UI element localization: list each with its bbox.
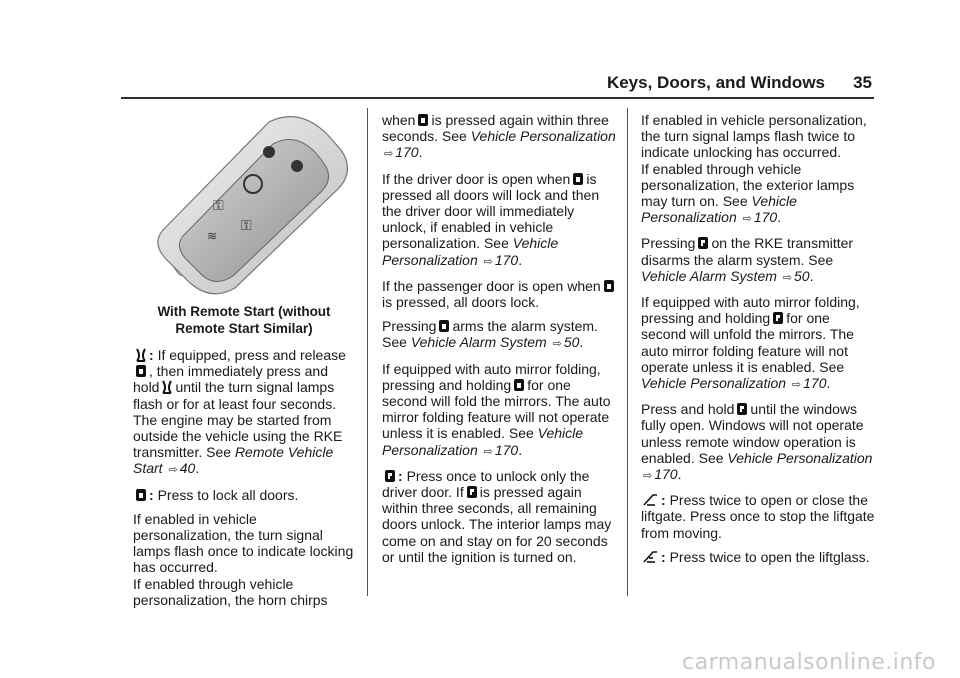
lock-icon — [438, 319, 450, 333]
text: is pressed again within three seconds, all remaining doors unlock. The interior lamps may come on and stay on for 20 seconds or until the ignition is turned on. — [382, 484, 612, 565]
page-number: 35 — [853, 73, 872, 92]
text: If enabled in vehicle personalization, the turn signal lamps flash twice to indicate unlocking has occurred. — [641, 112, 867, 161]
lock-icon — [135, 364, 147, 378]
lock-info-paragraph — [133, 511, 355, 608]
link-vehicle-personalization[interactable]: Vehicle Personalization — [382, 235, 559, 268]
page-ref[interactable]: 170 — [494, 251, 519, 268]
page-ref[interactable]: 170 — [753, 209, 778, 226]
ref-arrow-icon: ⇨ — [791, 379, 802, 392]
svg-text:⚿: ⚿ — [241, 218, 252, 234]
link-vehicle-personalization[interactable]: Vehicle Personalization — [470, 128, 616, 145]
column-divider-1 — [367, 108, 368, 596]
text: on the RKE transmitter disarms the alarm system. See — [641, 235, 854, 268]
ref-arrow-icon: ⇨ — [782, 271, 793, 284]
page-ref[interactable]: 170 — [654, 466, 678, 483]
column-divider-2 — [627, 108, 628, 596]
lock-icon — [417, 113, 429, 127]
liftgate-paragraph — [641, 492, 877, 541]
lock-icon — [572, 172, 584, 186]
text: If enabled through vehicle personalization, the horn chirps — [133, 575, 328, 608]
lock-icon — [135, 488, 147, 502]
text: is pressed all doors will lock and then the driver door will immediately unlock, if enabled in vehicle personalization. See — [382, 170, 600, 252]
alarm-paragraph: Pressing arms the alarm system. See Vehicle Alarm System ⇨ 50. — [382, 318, 598, 351]
ref-arrow-icon: ⇨ — [168, 464, 178, 477]
ref-arrow-icon: ⇨ — [742, 213, 752, 226]
svg-text:⚿: ⚿ — [213, 198, 224, 214]
ref-arrow-icon: ⇨ — [643, 470, 653, 483]
figure-caption — [133, 303, 355, 337]
text: Pressing — [382, 318, 437, 335]
text: for one second will unfold the mirrors. The auto mirror folding feature will not operate unless it is enabled. See — [641, 310, 854, 375]
header-rule — [121, 97, 874, 99]
page-ref[interactable]: 40 — [179, 460, 196, 477]
unlock-paragraph — [382, 468, 618, 565]
colon: : — [149, 486, 154, 503]
remote-start-icon — [161, 380, 173, 394]
text: Press twice to open or close the liftgate. Press once to stop the liftgate from moving. — [641, 492, 875, 541]
svg-text:≋: ≋ — [207, 229, 218, 243]
lock-icon — [513, 378, 525, 392]
text: until the turn signal lamps — [175, 379, 335, 396]
text: for one second will fold the mirrors. The auto mirror folding feature will not operate unless it is enabled. See — [382, 376, 611, 442]
mirror-fold-paragraph: If equipped with auto mirror folding, pressing and holding for one second will fold the mirrors. The auto mirror folding feature will not operate unless it is enabled. See Vehicle Personalization ⇨ 170. — [382, 360, 611, 458]
page-header — [0, 70, 960, 100]
watermark: carmanualsonline.info — [682, 650, 936, 675]
page-ref[interactable]: 170 — [494, 441, 519, 458]
colon: : — [661, 492, 666, 509]
unlock-icon — [772, 311, 784, 325]
colon: : — [661, 548, 666, 565]
text: Pressing — [641, 235, 696, 252]
link-vehicle-alarm-system[interactable]: Vehicle Alarm System — [641, 267, 777, 284]
text: Press to lock all doors. — [157, 486, 299, 503]
page-ref[interactable]: 170 — [395, 144, 419, 161]
liftglass-icon — [643, 550, 659, 564]
ref-arrow-icon: ⇨ — [483, 255, 493, 268]
unlock-icon — [697, 236, 709, 250]
section-title: Keys, Doors, and Windows — [606, 73, 825, 92]
text: , then immediately press and — [149, 363, 328, 380]
link-vehicle-personalization[interactable]: Vehicle Personalization — [641, 193, 797, 226]
link-vehicle-alarm-system[interactable]: Vehicle Alarm System — [410, 334, 547, 351]
text: flash or for at least four seconds. The engine may be started from outside the vehicle using the RKE transmitter. See — [133, 395, 343, 461]
link-vehicle-personalization[interactable]: Vehicle Personalization — [727, 449, 873, 466]
unlock-info-paragraph — [641, 112, 877, 161]
caption-line-2: Remote Start Similar) — [175, 321, 313, 336]
text: If enabled in vehicle personalization, the turn signal lamps flash once to indicate locking has occurred. — [133, 510, 354, 576]
disarm-paragraph: Pressing on the RKE transmitter disarms the alarm system. See Vehicle Alarm System ⇨ 50. — [641, 235, 854, 284]
lock-paragraph — [133, 487, 355, 503]
ref-arrow-icon: ⇨ — [483, 445, 493, 458]
ref-arrow-icon: ⇨ — [552, 338, 562, 351]
passenger-door-paragraph — [382, 278, 618, 310]
driver-door-paragraph: If the driver door is open when is pressed all doors will lock and then the driver door will immediately unlock, if enabled in vehicle personalization. See Vehicle Personalization ⇨ 170. — [382, 170, 600, 268]
text: until the windows fully open. Windows will not operate unless remote window operation is enabled. See — [641, 401, 864, 466]
column-2 — [382, 112, 618, 573]
link-vehicle-personalization[interactable]: Vehicle Personalization — [641, 375, 787, 392]
colon: : — [149, 347, 154, 363]
text: is pressed, all doors lock. — [382, 294, 540, 311]
page-ref[interactable]: 50 — [563, 334, 580, 351]
text: hold — [133, 379, 160, 396]
link-vehicle-personalization[interactable]: Vehicle Personalization — [382, 425, 584, 458]
page-ref[interactable]: 170 — [803, 375, 827, 392]
text: If equipped with auto mirror folding, pressing and holding — [641, 294, 860, 327]
text: Press and hold — [641, 401, 735, 418]
text: If equipped with auto mirror folding, pressing and holding — [382, 360, 601, 393]
windows-paragraph: Press and hold until the windows fully open. Windows will not operate unless remote window operation is enabled. See Vehicle Personalization ⇨ 170. — [641, 401, 873, 483]
link-remote-vehicle-start[interactable]: Remote Vehicle Start — [133, 444, 334, 477]
exterior-lamps-paragraph: If enabled through vehicle personalization, the exterior lamps may turn on. See Vehicle Personalization ⇨ 170. — [641, 160, 855, 226]
text: arms the alarm system. See — [382, 318, 598, 351]
text: Press once to unlock only the driver door. If — [382, 467, 590, 501]
page-ref[interactable]: 50 — [794, 267, 810, 284]
liftgate-icon — [643, 493, 659, 507]
text: If equipped, press and release — [157, 347, 346, 363]
ref-arrow-icon: ⇨ — [384, 148, 394, 161]
column-3 — [641, 112, 877, 573]
text: If enabled through vehicle personalization, the exterior lamps may turn on. See — [641, 160, 855, 210]
horn-paragraph: when is pressed again within three seconds. See Vehicle Personalization ⇨ 170. — [382, 112, 616, 161]
colon: : — [398, 467, 403, 484]
text: If the passenger door is open when — [382, 277, 601, 294]
mirror-unfold-paragraph: If equipped with auto mirror folding, pressing and holding for one second will unfold the mirrors. The auto mirror folding feature will not operate unless it is enabled. See Vehicle Personalization ⇨ 170. — [641, 294, 860, 392]
remote-start-icon — [135, 348, 147, 362]
unlock-icon — [736, 402, 748, 416]
liftglass-paragraph — [641, 549, 877, 565]
key-fob-illustration — [149, 112, 354, 297]
text: when — [382, 112, 416, 128]
text: is pressed again within three seconds. See — [382, 112, 609, 145]
column-1 — [133, 112, 355, 608]
caption-line-1: With Remote Start (without — [157, 304, 331, 319]
text: Press twice to open the liftglass. — [669, 548, 870, 565]
unlock-icon — [466, 485, 478, 499]
text: If the driver door is open when — [382, 170, 571, 187]
lock-icon — [603, 279, 615, 293]
unlock-icon — [384, 469, 396, 483]
remote-start-paragraph: : If equipped, press and release , then immediately press and hold until the turn signal lamps flash or for at least four seconds. The engine may be started from outside the vehicle using the RKE transmitter. See Remote Vehicle Start ⇨ 40. — [133, 347, 346, 477]
